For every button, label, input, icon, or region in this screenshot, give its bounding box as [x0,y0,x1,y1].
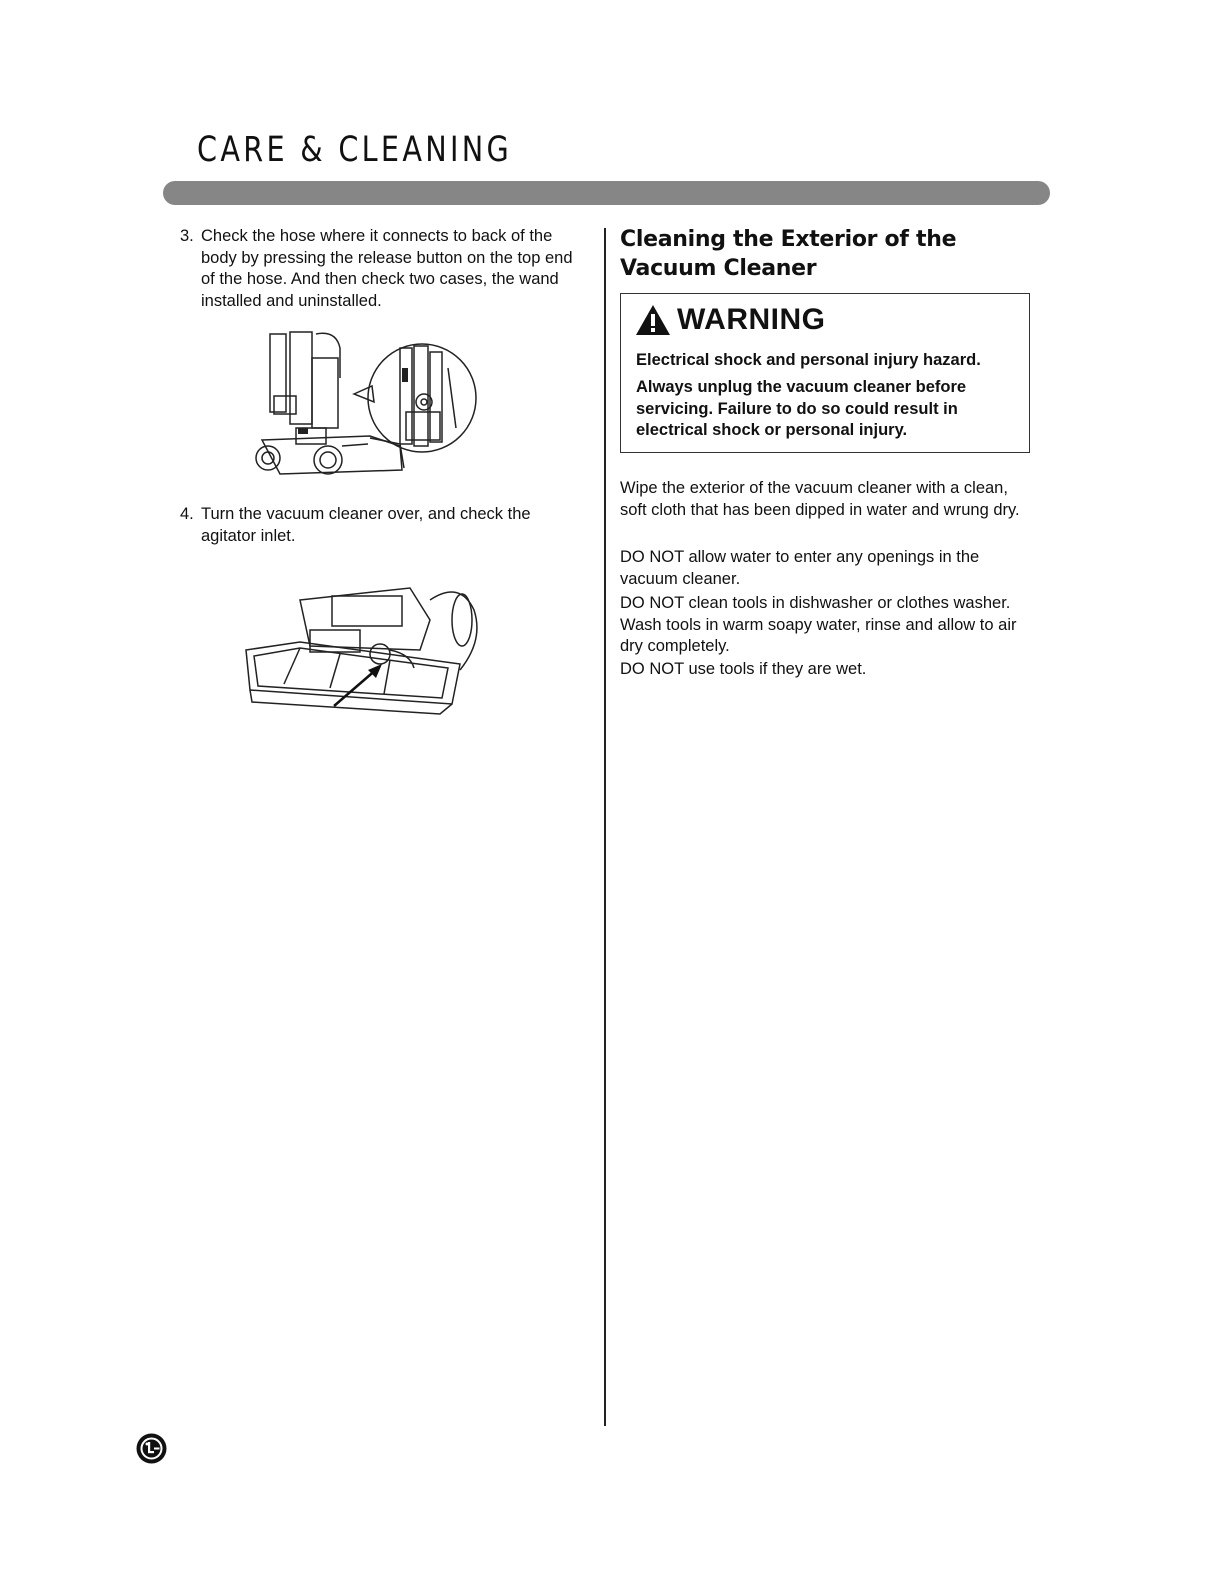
warning-hazard-text: Electrical shock and personal injury hazard. [636,351,981,369]
warning-box [620,293,1030,453]
step-number: 4. [180,505,194,523]
page-title: CARE & CLEANING [197,130,513,170]
step-4 [180,504,590,547]
paragraph-no-dishwasher: DO NOT clean tools in dishwasher or clothes washer. Wash tools in warm soapy water, rinse and allow to air dry completely. [620,594,1017,655]
step-text: Check the hose where it connects to back of the body by pressing the release button on the top end of the hose. And then check two cases, the wand installed and uninstalled. [201,227,573,310]
step-number: 3. [180,227,194,245]
header-bar [163,181,1050,205]
paragraph-no-water: DO NOT allow water to enter any openings in the vacuum cleaner. [620,548,980,588]
paragraph-no-wet-tools: DO NOT use tools if they are wet. [620,660,867,678]
lg-logo-icon [136,1433,167,1464]
paragraph-wipe: Wipe the exterior of the vacuum cleaner with a clean, soft cloth that has been dipped in water and wrung dry. [620,479,1020,519]
warning-title [635,303,826,337]
step-text: Turn the vacuum cleaner over, and check the agitator inlet. [201,505,531,545]
column-divider [604,228,606,1426]
hose-connection-illustration [250,328,482,480]
warning-instruction-text: Always unplug the vacuum cleaner before servicing. Failure to do so could result in electrical shock or personal injury. [636,378,967,439]
step-3 [180,226,590,312]
agitator-inlet-illustration [240,580,488,722]
warning-label: WARNING [677,303,826,336]
warning-triangle-icon [635,304,671,336]
section-heading: Cleaning the Exterior of the Vacuum Cleaner [620,227,957,281]
